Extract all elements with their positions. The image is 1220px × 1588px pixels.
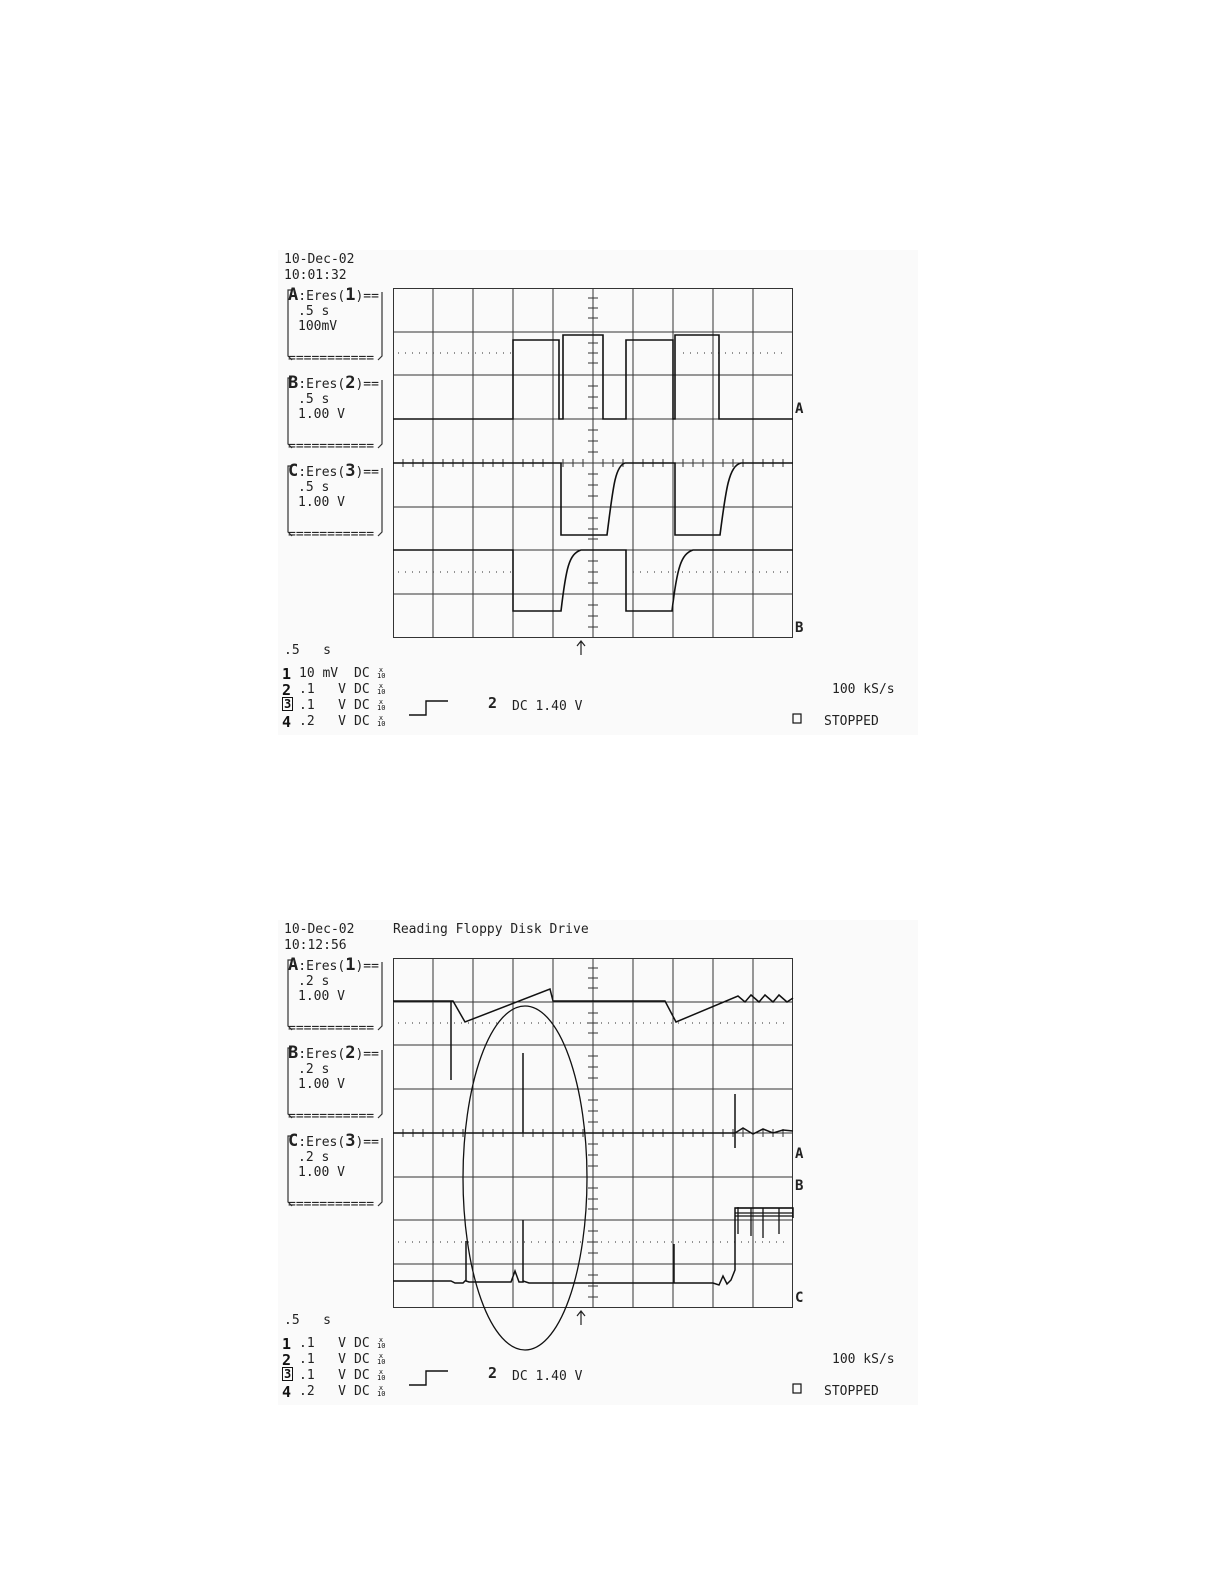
trace-info-box-a: A:Eres(1)== .2 s 1.00 V =========== (286, 958, 379, 1032)
timebase: .5 s (284, 643, 331, 658)
trace-marker-c: C (795, 1290, 804, 1306)
trace-c-scale: 1.00 V (298, 495, 345, 510)
trace-b-scale: 1.00 V (298, 407, 345, 422)
capture-date: 10-Dec-02 (284, 922, 355, 937)
trigger-channel: 2 (488, 694, 498, 712)
acquisition-status: STOPPED (824, 1384, 879, 1399)
trace-c-time: .5 s (298, 480, 330, 495)
trace-a-time: .2 s (298, 974, 330, 989)
scope-screenshot-2: 10-Dec-02 Reading Floppy Disk Drive 10:12:56 A:Eres(1)== .2 s 1.00 V =========== B:Eres(2)== .2 s 1.00 V =========== C:Eres(3)== .2 s 1.00 V =========== A B C .5 s 1 .1 V DC x 10 2 .1 V DC x 10 3 .1 V DC x 10 4 .2 V DC x 10 2 DC 1.40 V 100 kS/s STOPPED (278, 920, 918, 1405)
waveform-grid-1 (393, 288, 793, 638)
capture-date: 10-Dec-02 (284, 252, 355, 267)
trace-info-box-b: B:Eres(2)== .2 s 1.00 V =========== (286, 1046, 379, 1120)
trigger-channel: 2 (488, 1364, 498, 1382)
screen-title: Reading Floppy Disk Drive (393, 922, 589, 937)
trace-marker-a: A (795, 401, 804, 417)
sample-rate: 100 kS/s (832, 1352, 895, 1367)
trigger-level: DC 1.40 V (512, 699, 583, 714)
waveform-grid-2 (393, 958, 793, 1308)
trace-info-box-a: A:Eres(1)== .5 s 100mV =========== (286, 288, 379, 362)
trace-b-scale: 1.00 V (298, 1077, 345, 1092)
trace-a-scale: 100mV (298, 319, 338, 334)
trace-c-time: .2 s (298, 1150, 330, 1165)
capture-time: 10:01:32 (284, 268, 347, 283)
acquisition-status-box-icon (792, 1383, 802, 1394)
trace-b-time: .5 s (298, 392, 330, 407)
trigger-edge-icon (408, 698, 450, 718)
trace-marker-b: B (795, 620, 804, 636)
trace-info-box-c: C:Eres(3)== .5 s 1.00 V =========== (286, 464, 379, 538)
trace-info-box-b: B:Eres(2)== .5 s 1.00 V =========== (286, 376, 379, 450)
trigger-position-arrow-icon (575, 1310, 587, 1326)
trace-b-time: .2 s (298, 1062, 330, 1077)
trace-a-time: .5 s (298, 304, 330, 319)
trace-marker-b: B (795, 1178, 804, 1194)
trigger-edge-icon (408, 1368, 450, 1388)
trace-a-scale: 1.00 V (298, 989, 345, 1004)
acquisition-status-box-icon (792, 713, 802, 724)
timebase: .5 s (284, 1313, 331, 1328)
scope-screenshot-1: 10-Dec-02 10:01:32 A:Eres(1)== .5 s 100mV =========== B:Eres(2)== .5 s 1.00 V =========== C:Eres(3)== .5 s 1.00 V =========== A B .5 s 1 10 mV DC x 10 2 .1 V DC x 10 3 .1 V DC x 10 4 .2 V DC x 10 2 DC 1.40 V 100 kS/s STOPPED (278, 250, 918, 735)
acquisition-status: STOPPED (824, 714, 879, 729)
trace-marker-a: A (795, 1146, 804, 1162)
trigger-position-arrow-icon (575, 640, 587, 656)
trigger-level: DC 1.40 V (512, 1369, 583, 1384)
sample-rate: 100 kS/s (832, 682, 895, 697)
trace-info-box-c: C:Eres(3)== .2 s 1.00 V =========== (286, 1134, 379, 1208)
capture-time: 10:12:56 (284, 938, 347, 953)
trace-c-scale: 1.00 V (298, 1165, 345, 1180)
